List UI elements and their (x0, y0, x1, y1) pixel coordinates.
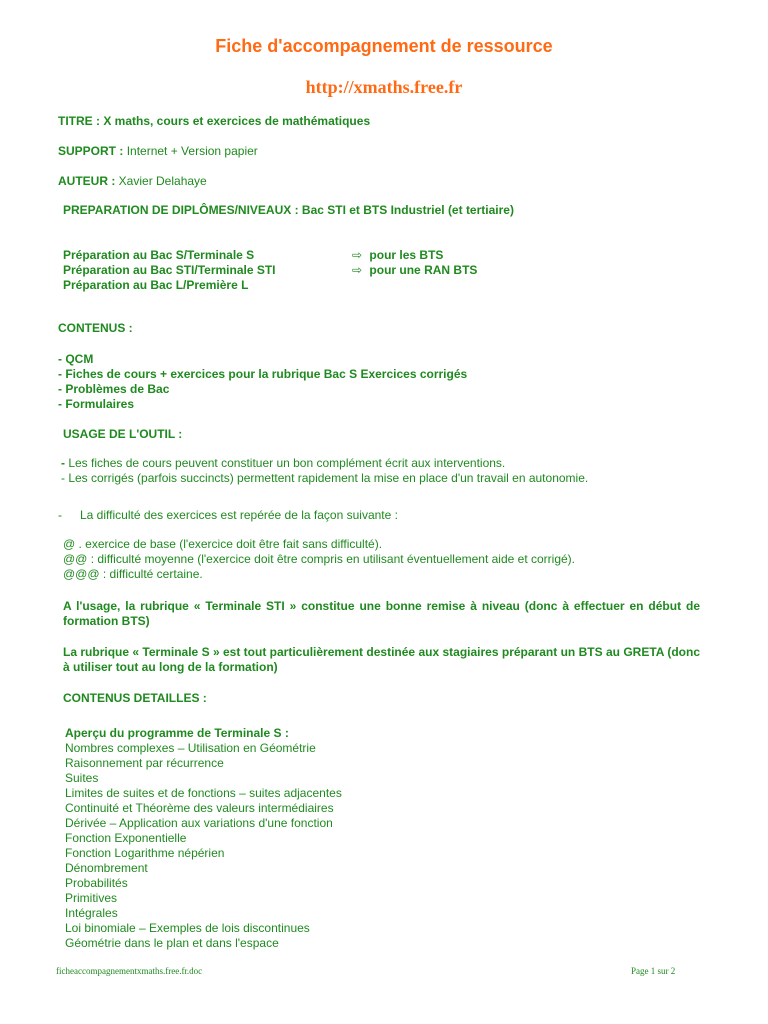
page-title: Fiche d'accompagnement de ressource (215, 36, 553, 56)
usage-paragraph-sti: A l'usage, la rubrique « Terminale STI » constitue une bonne remise à niveau (donc à effectuer en début de formation BTS) (63, 599, 700, 628)
titre-line: TITRE : X maths, cours et exercices de mathématiques (58, 114, 371, 128)
program-item: Suites (65, 771, 99, 785)
support-label: SUPPORT : (58, 144, 124, 158)
support-value: Internet + Version papier (126, 144, 258, 158)
program-item: Intégrales (65, 906, 118, 920)
difficulty-intro: La difficulté des exercices est repérée de la façon suivante : (80, 508, 398, 522)
support-line (58, 144, 258, 159)
contenus-item: - QCM (58, 352, 94, 366)
usage-paragraph-s: La rubrique « Terminale S » est tout particulièrement destinée aux stagiaires préparant un BTS au GRETA (donc à utiliser tout au long de la formation) (63, 645, 700, 674)
usage-heading: USAGE DE L'OUTIL : (63, 427, 183, 441)
details-heading: CONTENUS DETAILLES : (63, 691, 207, 705)
program-item: Fonction Logarithme népérien (65, 846, 225, 860)
footer-filename: ficheaccompagnementxmaths.free.fr.doc (56, 966, 203, 976)
auteur-value: Xavier Delahaye (118, 174, 207, 188)
program-item: Loi binomiale – Exemples de lois discontinues (65, 921, 310, 935)
usage-line-1-text: Les fiches de cours peuvent constituer un bon complément écrit aux interventions. (65, 456, 506, 470)
program-item: Dénombrement (65, 861, 148, 875)
arrow-right-icon: ⇨ (352, 248, 363, 262)
difficulty-dash: - (58, 508, 62, 522)
program-item: Limites de suites et de fonctions – suites adjacentes (65, 786, 342, 800)
footer-page-number: Page 1 sur 2 (631, 966, 676, 976)
details-subheading: Aperçu du programme de Terminale S : (65, 726, 289, 740)
contenus-item: - Fiches de cours + exercices pour la rubrique Bac S Exercices corrigés (58, 367, 468, 381)
contenus-heading: CONTENUS : (58, 321, 133, 335)
auteur-label: AUTEUR : (58, 174, 116, 188)
usage-line-1 (61, 456, 505, 471)
program-item: Primitives (65, 891, 118, 905)
contenus-item: - Formulaires (58, 397, 135, 411)
prep-left-3: Préparation au Bac L/Première L (63, 278, 249, 292)
program-item: Nombres complexes – Utilisation en Géométrie (65, 741, 316, 755)
program-item: Fonction Exponentielle (65, 831, 187, 845)
program-item: Continuité et Théorème des valeurs intermédiaires (65, 801, 334, 815)
difficulty-level-1: @ . exercice de base (l'exercice doit être fait sans difficulté). (63, 537, 383, 551)
program-item: Probabilités (65, 876, 128, 890)
preparation-line: PREPARATION DE DIPLÔMES/NIVEAUX : Bac STI et BTS Industriel (et tertiaire) (63, 203, 514, 217)
usage-line-1-dash: - (61, 456, 65, 470)
prep-right-label: pour les BTS (369, 248, 444, 262)
difficulty-level-3: @@@ : difficulté certaine. (63, 567, 203, 581)
prep-right-label: pour une RAN BTS (369, 263, 478, 277)
prep-left-2: Préparation au Bac STI/Terminale STI (63, 263, 276, 277)
arrow-right-icon: ⇨ (352, 263, 363, 277)
program-item: Raisonnement par récurrence (65, 756, 224, 770)
program-item: Géométrie dans le plan et dans l'espace (65, 936, 279, 950)
auteur-line (58, 174, 207, 189)
usage-line-2: - Les corrigés (parfois succincts) permettent rapidement la mise en place d'un travail en autonomie. (61, 471, 589, 485)
prep-right-1 (352, 248, 443, 263)
prep-right-2 (352, 263, 477, 278)
prep-left-1: Préparation au Bac S/Terminale S (63, 248, 255, 262)
difficulty-level-2: @@ : difficulté moyenne (l'exercice doit être compris en utilisant éventuellement aide et corrigé). (63, 552, 576, 566)
contenus-item: - Problèmes de Bac (58, 382, 170, 396)
program-item: Dérivée – Application aux variations d'une fonction (65, 816, 333, 830)
site-url-link[interactable]: http://xmaths.free.fr (305, 77, 463, 97)
